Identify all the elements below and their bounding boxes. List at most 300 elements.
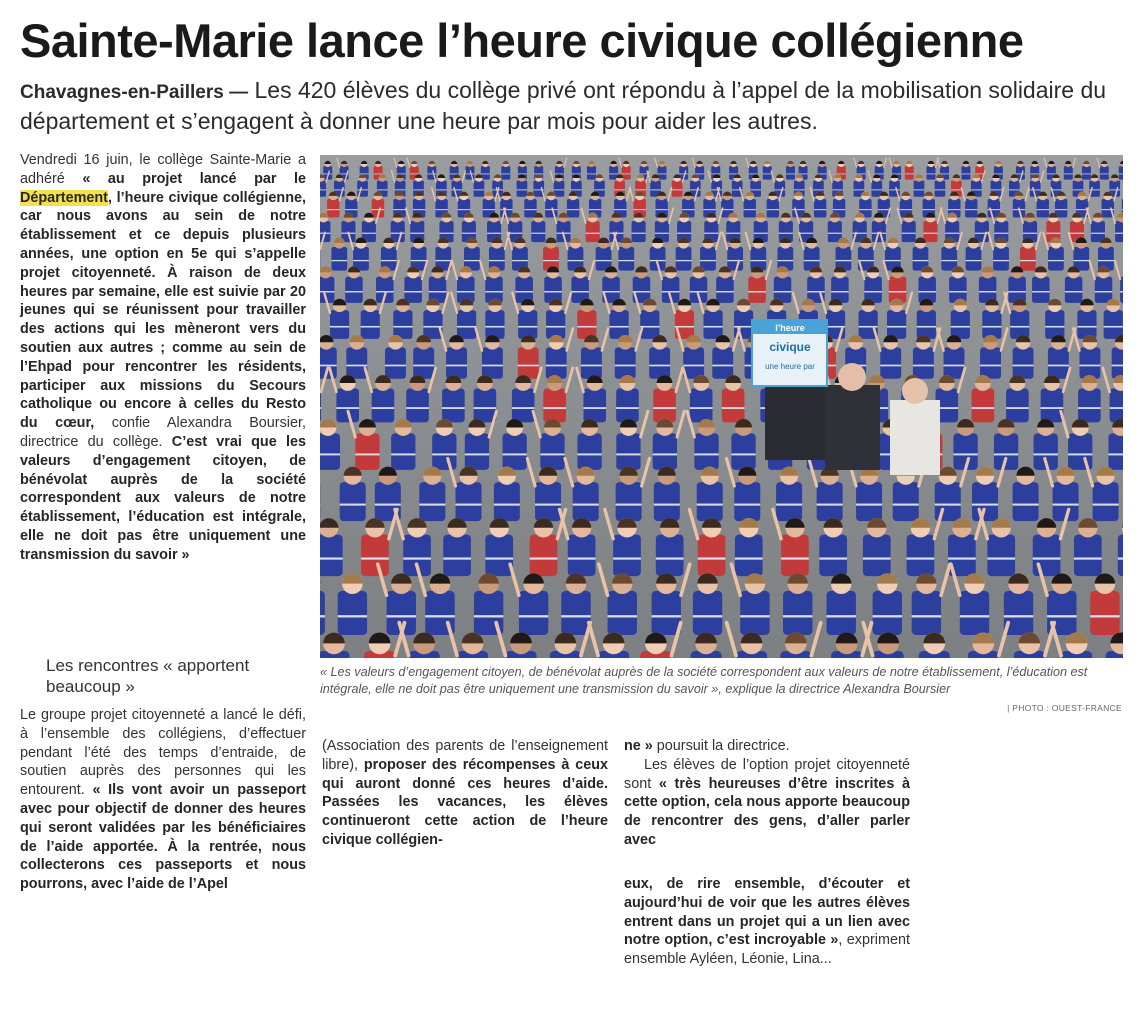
student-figure [556, 221, 570, 242]
student-figure [863, 535, 891, 577]
vest-reflective-stripe [1037, 209, 1049, 210]
vest-reflective-stripe [690, 407, 713, 409]
vest-reflective-stripe [892, 174, 901, 175]
student-figure [935, 181, 946, 197]
vest-reflective-stripe [555, 174, 564, 175]
vest-reflective-stripe [1090, 615, 1119, 617]
vest-reflective-stripe [411, 260, 427, 261]
vest-reflective-stripe [1030, 189, 1041, 190]
vest-reflective-stripe [465, 453, 489, 455]
vest-reflective-stripe [1082, 174, 1091, 175]
student-figure [485, 535, 513, 577]
vest-reflective-stripe [1091, 233, 1105, 234]
vest-reflective-stripe [923, 209, 935, 210]
student-figure [355, 433, 379, 469]
student-figure [993, 247, 1009, 271]
vest-reflective-stripe [320, 365, 337, 367]
paragraph-1 [20, 151, 306, 565]
vest-reflective-stripe [672, 189, 683, 190]
vest-reflective-stripe [406, 407, 429, 409]
student-figure [518, 347, 539, 378]
student-figure [1120, 277, 1123, 303]
vest-reflective-stripe [1077, 326, 1096, 328]
vest-reflective-stripe [320, 407, 321, 409]
vest-reflective-stripe [693, 615, 722, 617]
student-figure [972, 482, 998, 521]
student-figure [531, 221, 545, 242]
vest-reflective-stripe [413, 209, 425, 210]
vest-reflective-stripe [817, 504, 843, 506]
student-figure [826, 310, 845, 339]
vest-reflective-stripe [994, 174, 1003, 175]
student-figure [1093, 482, 1119, 521]
vest-reflective-stripe [734, 326, 753, 328]
vest-reflective-stripe [857, 174, 866, 175]
student-figure [391, 433, 415, 469]
vest-reflective-stripe [698, 557, 726, 559]
vest-reflective-stripe [404, 291, 422, 292]
student-figure [965, 199, 977, 218]
vest-reflective-stripe [443, 557, 471, 559]
student-figure [404, 277, 422, 303]
student-figure [320, 181, 326, 197]
vest-reflective-stripe [543, 407, 566, 409]
vest-reflective-stripe [980, 365, 1001, 367]
text-run: confie Alexandra Boursier, directrice du collège. [20, 415, 306, 450]
student-figure [616, 433, 640, 469]
quote-run: ne » [624, 738, 653, 754]
vest-reflective-stripe [1074, 557, 1102, 559]
vest-reflective-stripe [914, 189, 925, 190]
vest-reflective-stripe [836, 260, 852, 261]
student-figure [781, 535, 809, 577]
vest-reflective-stripe [918, 291, 936, 292]
student-figure [776, 482, 802, 521]
vest-reflective-stripe [372, 209, 384, 210]
student-figure [880, 347, 901, 378]
student-figure [1041, 389, 1064, 423]
banner-text-2: civique [769, 340, 811, 354]
vest-reflective-stripe [474, 407, 497, 409]
student-figure [914, 181, 925, 197]
student-figure [1013, 482, 1039, 521]
student-figure [501, 166, 510, 180]
student-figure [905, 166, 914, 180]
vest-reflective-stripe [483, 209, 495, 210]
vest-reflective-stripe [799, 233, 813, 234]
vest-reflective-stripe [436, 189, 447, 190]
vest-reflective-stripe [487, 233, 501, 234]
subheading: Les rencontres « apportent beaucoup » [46, 656, 250, 696]
student-figure [767, 199, 779, 218]
vest-reflective-stripe [704, 233, 718, 234]
vest-reflective-stripe [1048, 260, 1064, 261]
vest-reflective-stripe [632, 233, 646, 234]
vest-reflective-stripe [571, 291, 589, 292]
vest-reflective-stripe [875, 174, 884, 175]
vest-reflective-stripe [330, 326, 349, 328]
civic-hour-banner [752, 320, 827, 386]
student-figure [656, 535, 684, 577]
vest-reflective-stripe [1010, 326, 1029, 328]
student-figure [535, 482, 561, 521]
vest-reflective-stripe [1030, 174, 1039, 175]
vest-reflective-stripe [748, 291, 766, 292]
vest-reflective-stripe [1079, 365, 1100, 367]
vest-reflective-stripe [653, 407, 676, 409]
vest-reflective-stripe [893, 504, 919, 506]
vest-reflective-stripe [690, 189, 701, 190]
vest-reflective-stripe [794, 189, 805, 190]
quote-run: C’est vrai que les valeurs d’engagement citoyen, de bénévolat auprès de la société correspondent aux valeurs de notre établissement, l’éducation est intégrale, elle ne doit pas être uniquement une transmission du savoir » [20, 433, 306, 563]
headline: Sainte-Marie lance l’heure civique collégienne [20, 14, 1024, 67]
vest-reflective-stripe [727, 260, 743, 261]
vest-reflective-stripe [940, 174, 949, 175]
vest-reflective-stripe [464, 260, 480, 261]
student-figure [338, 591, 367, 635]
student-figure [545, 199, 557, 218]
vest-reflective-stripe [935, 189, 946, 190]
student-figure [320, 389, 321, 423]
vest-reflective-stripe [615, 365, 636, 367]
vest-reflective-stripe [485, 557, 513, 559]
vest-reflective-stripe [1073, 260, 1089, 261]
student-figure [327, 199, 339, 218]
vest-reflective-stripe [375, 504, 401, 506]
vest-reflective-stripe [534, 174, 543, 175]
vest-reflective-stripe [731, 453, 755, 455]
vest-reflective-stripe [618, 260, 634, 261]
vest-reflective-stripe [587, 174, 596, 175]
student-figure [482, 347, 503, 378]
vest-reflective-stripe [774, 291, 792, 292]
vest-reflective-stripe [887, 326, 906, 328]
vest-reflective-stripe [572, 174, 581, 175]
student-figure [577, 433, 601, 469]
vest-reflective-stripe [871, 189, 882, 190]
vest-reflective-stripe [535, 504, 561, 506]
vest-reflective-stripe [972, 504, 998, 506]
vest-reflective-stripe [442, 407, 465, 409]
student-figure [935, 482, 961, 521]
vest-reflective-stripe [935, 504, 961, 506]
student-figure [608, 591, 637, 635]
student-figure [1033, 535, 1061, 577]
vest-reflective-stripe [387, 615, 416, 617]
student-figure [1082, 166, 1091, 180]
vest-reflective-stripe [458, 209, 470, 210]
vest-reflective-stripe [1078, 407, 1101, 409]
vest-reflective-stripe [923, 233, 937, 234]
quote-run: « très heureuses d’être inscrites à cette option, cela nous apporte beaucoup de rencontrer des gens, d’aller parler avec [624, 775, 910, 848]
student-figure [960, 591, 989, 635]
vest-reflective-stripe [1070, 233, 1084, 234]
student-figure [744, 199, 756, 218]
vest-reflective-stripe [331, 260, 347, 261]
vest-reflective-stripe [435, 209, 447, 210]
vest-reflective-stripe [1095, 291, 1113, 292]
student-figure [1006, 389, 1029, 423]
vest-reflective-stripe [951, 189, 962, 190]
student-figure [320, 221, 330, 242]
student-figure [966, 247, 982, 271]
vest-reflective-stripe [991, 189, 1002, 190]
student-figure [1020, 247, 1036, 271]
vest-reflective-stripe [517, 189, 528, 190]
student-figure [672, 181, 683, 197]
vest-reflective-stripe [374, 174, 383, 175]
vest-reflective-stripe [554, 189, 565, 190]
student-figure [1032, 277, 1050, 303]
vest-reflective-stripe [948, 209, 960, 210]
vest-reflective-stripe [320, 189, 326, 190]
vest-reflective-stripe [377, 189, 388, 190]
vest-reflective-stripe [500, 209, 512, 210]
vest-reflective-stripe [489, 260, 505, 261]
vest-reflective-stripe [832, 189, 843, 190]
student-figure [533, 181, 544, 197]
student-figure [1104, 310, 1123, 339]
vest-reflective-stripe [1118, 557, 1123, 559]
vest-reflective-stripe [960, 615, 989, 617]
student-figure [683, 347, 704, 378]
vest-reflective-stripe [1041, 407, 1064, 409]
vest-reflective-stripe [657, 174, 666, 175]
vest-reflective-stripe [594, 189, 605, 190]
student-figure [640, 310, 659, 339]
vest-reflective-stripe [633, 209, 645, 210]
vest-reflective-stripe [1053, 504, 1079, 506]
student-figure [1048, 347, 1069, 378]
vest-reflective-stripe [1023, 233, 1037, 234]
vest-reflective-stripe [602, 291, 620, 292]
vest-reflective-stripe [677, 233, 691, 234]
student-figure [722, 389, 745, 423]
student-figure [530, 535, 558, 577]
vest-reflective-stripe [949, 291, 967, 292]
vest-reflective-stripe [804, 260, 820, 261]
student-figure [618, 247, 634, 271]
dateline-location: Chavagnes-en-Paillers — [20, 82, 249, 103]
vest-reflective-stripe [345, 209, 357, 210]
paragraph-5 [624, 756, 910, 850]
vest-reflective-stripe [635, 189, 646, 190]
student-figure [465, 433, 489, 469]
vest-reflective-stripe [410, 174, 419, 175]
student-figure [1008, 277, 1026, 303]
student-figure [872, 221, 886, 242]
vest-reflective-stripe [683, 365, 704, 367]
vest-reflective-stripe [913, 365, 934, 367]
vest-reflective-stripe [945, 233, 959, 234]
vest-reflective-stripe [927, 174, 936, 175]
student-figure [1065, 277, 1083, 303]
article-column-1 [20, 151, 306, 565]
vest-reflective-stripe [948, 557, 976, 559]
student-figure [546, 347, 567, 378]
vest-reflective-stripe [1033, 557, 1061, 559]
vest-reflective-stripe [494, 504, 520, 506]
vest-reflective-stripe [395, 189, 406, 190]
student-figure [893, 482, 919, 521]
vest-reflective-stripe [340, 504, 366, 506]
vest-reflective-stripe [589, 209, 601, 210]
vest-reflective-stripe [966, 260, 982, 261]
student-figure [361, 310, 380, 339]
vest-reflective-stripe [320, 453, 340, 455]
quote-run: , l’heure civique collégienne, car nous avons au sein de notre établissement et ce depuis plusieurs années, une option en 5e qui s’appelle projet citoyenneté. À raison de deux heures par semaine, elle est suivie par 20 jeunes qui se réunissent pour travailler des actions qui les mèneront vers du soutien aux autres ; comme au sein de l’Ehpad pour rencontrer les résidents, participer aux missions du Secours catholique ou encore à celles du Resto du cœur, [20, 189, 306, 432]
vest-reflective-stripe [712, 365, 733, 367]
text-run: (Association des parents de l’enseignement libre), [322, 738, 608, 773]
student-figure [856, 482, 882, 521]
vest-reflective-stripe [530, 557, 558, 559]
student-figure [994, 433, 1018, 469]
vest-reflective-stripe [372, 407, 395, 409]
vest-reflective-stripe [614, 189, 625, 190]
text-run: poursuit la directrice. [652, 738, 790, 754]
student-figure [1068, 433, 1092, 469]
student-figure [654, 482, 680, 521]
vest-reflective-stripe [1120, 291, 1123, 292]
vest-reflective-stripe [1073, 189, 1084, 190]
vest-reflective-stripe [474, 189, 485, 190]
vest-reflective-stripe [361, 557, 389, 559]
student-figure [320, 347, 337, 378]
vest-reflective-stripe [679, 174, 688, 175]
text-run: Les élèves de l’option projet citoyenneté sont [624, 756, 910, 792]
vest-reflective-stripe [961, 174, 970, 175]
student-figure [763, 166, 772, 180]
vest-reflective-stripe [700, 260, 716, 261]
vest-reflective-stripe [749, 174, 758, 175]
student-figure [465, 166, 474, 180]
student-figure [949, 277, 967, 303]
vest-reflective-stripe [425, 615, 454, 617]
vest-reflective-stripe [781, 557, 809, 559]
vest-reflective-stripe [902, 233, 916, 234]
vest-reflective-stripe [355, 453, 379, 455]
vest-reflective-stripe [608, 615, 637, 617]
student-figure [703, 310, 722, 339]
student-figure [406, 389, 429, 423]
vest-reflective-stripe [695, 174, 704, 175]
student-figure [320, 591, 325, 635]
student-figure [568, 535, 596, 577]
student-figure [712, 347, 733, 378]
vest-reflective-stripe [545, 209, 557, 210]
vest-reflective-stripe [391, 233, 405, 234]
student-figure [697, 482, 723, 521]
student-figure [982, 310, 1001, 339]
student-figure [346, 347, 367, 378]
vest-reflective-stripe [546, 326, 565, 328]
vest-reflective-stripe [774, 189, 785, 190]
vest-reflective-stripe [451, 189, 462, 190]
article-column-2 [322, 737, 608, 850]
student-figure [731, 433, 755, 469]
vest-reflective-stripe [1004, 615, 1033, 617]
vest-reflective-stripe [583, 407, 606, 409]
student-figure [544, 277, 562, 303]
vest-reflective-stripe [381, 260, 397, 261]
vest-reflective-stripe [905, 174, 914, 175]
student-figure [340, 482, 366, 521]
vest-reflective-stripe [662, 291, 680, 292]
vest-reflective-stripe [655, 209, 667, 210]
vest-reflective-stripe [512, 407, 535, 409]
vest-reflective-stripe [654, 504, 680, 506]
student-figure [1118, 535, 1123, 577]
student-figure [817, 482, 843, 521]
vest-reflective-stripe [450, 174, 459, 175]
student-figure [783, 591, 812, 635]
vest-reflective-stripe [856, 504, 882, 506]
student-figure [581, 347, 602, 378]
vest-reflective-stripe [1055, 209, 1067, 210]
vest-reflective-stripe [320, 557, 343, 559]
vest-reflective-stripe [734, 504, 760, 506]
vest-reflective-stripe [854, 189, 865, 190]
student-figure [519, 591, 548, 635]
student-figure [443, 535, 471, 577]
quote-run: « au projet lancé par le [82, 170, 306, 187]
quote-run: « Ils vont avoir un passeport avec pour objectif de donner des heures qui seront validées par les bénéficiaires de l’aide apportée. À la rentrée, nous collecterons ces passeports et nous pourrons, avec l’aide de l’Apel [20, 782, 306, 893]
student-figure [732, 181, 743, 197]
vest-reflective-stripe [1045, 326, 1064, 328]
vest-reflective-stripe [1013, 365, 1034, 367]
vest-reflective-stripe [1048, 365, 1069, 367]
paragraph-4 [624, 737, 910, 756]
student-figure [972, 389, 995, 423]
student-figure [740, 591, 769, 635]
student-figure [540, 433, 564, 469]
vest-reflective-stripe [880, 365, 901, 367]
article-column-3-continued [624, 875, 910, 969]
vest-reflective-stripe [729, 174, 738, 175]
student-figure [419, 482, 445, 521]
vest-reflective-stripe [941, 260, 957, 261]
student-figure [336, 389, 359, 423]
vest-reflective-stripe [327, 209, 339, 210]
vest-reflective-stripe [338, 615, 367, 617]
student-figure [1079, 347, 1100, 378]
vest-reflective-stripe [577, 326, 596, 328]
student-figure [676, 247, 692, 271]
vest-reflective-stripe [735, 557, 763, 559]
vest-reflective-stripe [754, 233, 768, 234]
vest-reflective-stripe [711, 189, 722, 190]
vest-reflective-stripe [573, 504, 599, 506]
vest-reflective-stripe [622, 174, 631, 175]
student-figure [944, 347, 965, 378]
student-figure [748, 277, 766, 303]
vest-reflective-stripe [864, 291, 882, 292]
vest-reflective-stripe [1008, 291, 1026, 292]
vest-reflective-stripe [682, 209, 694, 210]
vest-reflective-stripe [567, 209, 579, 210]
student-figure [1108, 433, 1123, 469]
vest-reflective-stripe [650, 189, 661, 190]
vest-reflective-stripe [1122, 209, 1123, 210]
student-figure [951, 310, 970, 339]
student-figure [917, 310, 936, 339]
vest-reflective-stripe [586, 233, 600, 234]
student-figure [649, 347, 670, 378]
vest-reflective-stripe [858, 260, 874, 261]
student-figure [727, 247, 743, 271]
student-figure [961, 166, 970, 180]
vest-reflective-stripe [944, 365, 965, 367]
